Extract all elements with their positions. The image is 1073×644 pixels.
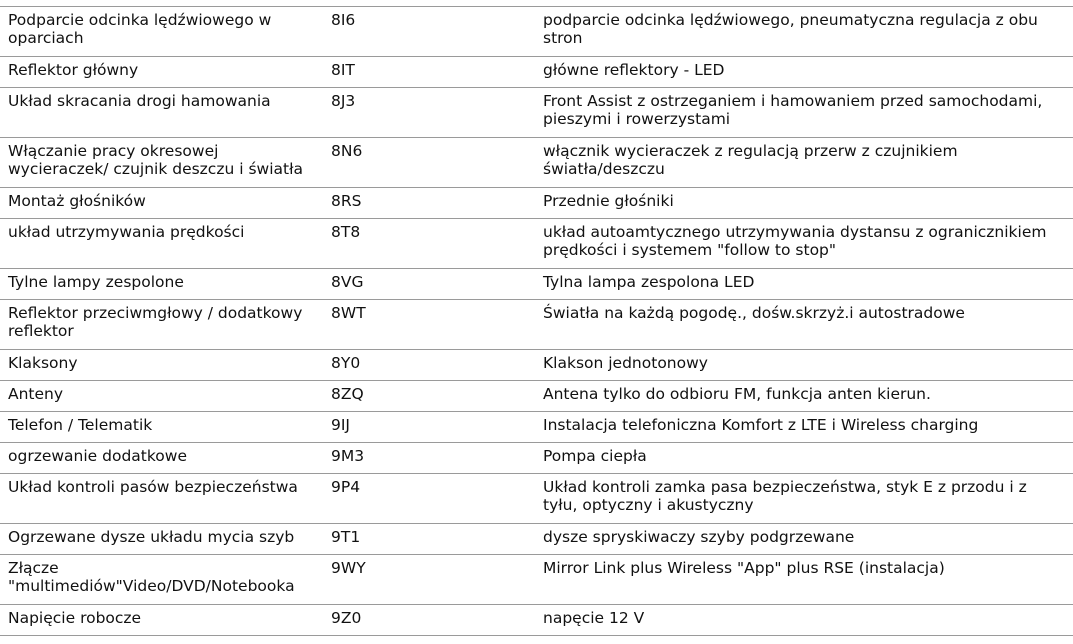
equipment-name: Układ skracania drogi hamowania xyxy=(8,92,271,110)
equipment-code: 8Y0 xyxy=(331,354,361,372)
equipment-description: Pompa ciepła xyxy=(543,447,647,465)
equipment-name: Ogrzewane dysze układu mycia szyb xyxy=(8,528,295,546)
equipment-description: Antena tylko do odbioru FM, funkcja anten kierun. xyxy=(543,385,931,403)
equipment-description: podparcie odcinka lędźwiowego, pneumatyczna regulacja z obu stron xyxy=(543,11,1038,47)
equipment-code: 8ZQ xyxy=(331,385,364,403)
equipment-name: Układ kontroli pasów bezpieczeństwa xyxy=(8,478,298,496)
equipment-name: Włączanie pracy okresowej wycieraczek/ czujnik deszczu i światła xyxy=(8,142,303,178)
equipment-code: 8I6 xyxy=(331,11,356,29)
equipment-name: Reflektor przeciwmgłowy / dodatkowy reflektor xyxy=(8,304,303,340)
table-row xyxy=(0,138,1073,188)
equipment-code: 8RS xyxy=(331,192,362,210)
equipment-description: Mirror Link plus Wireless "App" plus RSE (instalacja) xyxy=(543,559,945,577)
equipment-name: Napięcie robocze xyxy=(8,609,142,627)
equipment-name: Montaż głośników xyxy=(8,192,146,210)
table-row xyxy=(0,555,1073,605)
equipment-name: Podparcie odcinka lędźwiowego w oparciach xyxy=(8,11,272,47)
equipment-name: Telefon / Telematik xyxy=(8,416,153,434)
equipment-description: napęcie 12 V xyxy=(543,609,645,627)
equipment-description: Światła na każdą pogodę., dośw.skrzyż.i autostradowe xyxy=(543,304,965,322)
table-row xyxy=(0,524,1073,555)
equipment-name: ogrzewanie dodatkowe xyxy=(8,447,187,465)
table-row xyxy=(0,219,1073,269)
equipment-code: 8T8 xyxy=(331,223,361,241)
equipment-code: 9WY xyxy=(331,559,366,577)
table-row xyxy=(0,269,1073,300)
equipment-description: Front Assist z ostrzeganiem i hamowaniem przed samochodami, pieszymi i rowerzystami xyxy=(543,92,1043,128)
equipment-description: Klakson jednotonowy xyxy=(543,354,708,372)
equipment-name: Złącze "multimediów"Video/DVD/Notebooka xyxy=(8,559,295,595)
equipment-name: Anteny xyxy=(8,385,64,403)
table-row xyxy=(0,350,1073,381)
equipment-description: włącznik wycieraczek z regulacją przerw z czujnikiem światła/deszczu xyxy=(543,142,958,178)
equipment-description: dysze spryskiwaczy szyby podgrzewane xyxy=(543,528,855,546)
equipment-code: 9P4 xyxy=(331,478,361,496)
equipment-name: układ utrzymywania prędkości xyxy=(8,223,245,241)
equipment-code: 8IT xyxy=(331,61,355,79)
equipment-description: główne reflektory - LED xyxy=(543,61,725,79)
table-row xyxy=(0,88,1073,138)
equipment-description: Instalacja telefoniczna Komfort z LTE i Wireless charging xyxy=(543,416,979,434)
equipment-description: Przednie głośniki xyxy=(543,192,674,210)
table-row xyxy=(0,605,1073,636)
equipment-description: Tylna lampa zespolona LED xyxy=(543,273,755,291)
table-row xyxy=(0,412,1073,443)
equipment-table xyxy=(0,6,1073,636)
table-row xyxy=(0,300,1073,350)
equipment-code: 8VG xyxy=(331,273,364,291)
equipment-code: 9M3 xyxy=(331,447,365,465)
equipment-code: 9Z0 xyxy=(331,609,362,627)
equipment-name: Tylne lampy zespolone xyxy=(8,273,184,291)
equipment-code: 8J3 xyxy=(331,92,356,110)
equipment-code: 8WT xyxy=(331,304,366,322)
equipment-name: Reflektor główny xyxy=(8,61,139,79)
equipment-description: układ autoamtycznego utrzymywania dystansu z ogranicznikiem prędkości i systemem "follow to stop" xyxy=(543,223,1047,259)
table-row xyxy=(0,474,1073,524)
table-row xyxy=(0,57,1073,88)
equipment-name: Klaksony xyxy=(8,354,78,372)
equipment-code: 9IJ xyxy=(331,416,351,434)
table-row xyxy=(0,381,1073,412)
equipment-code: 9T1 xyxy=(331,528,361,546)
table-row xyxy=(0,188,1073,219)
table-row xyxy=(0,7,1073,57)
table-row xyxy=(0,443,1073,474)
equipment-description: Układ kontroli zamka pasa bezpieczeństwa, styk E z przodu i z tyłu, optyczny i akustyczny xyxy=(543,478,1027,514)
equipment-code: 8N6 xyxy=(331,142,363,160)
